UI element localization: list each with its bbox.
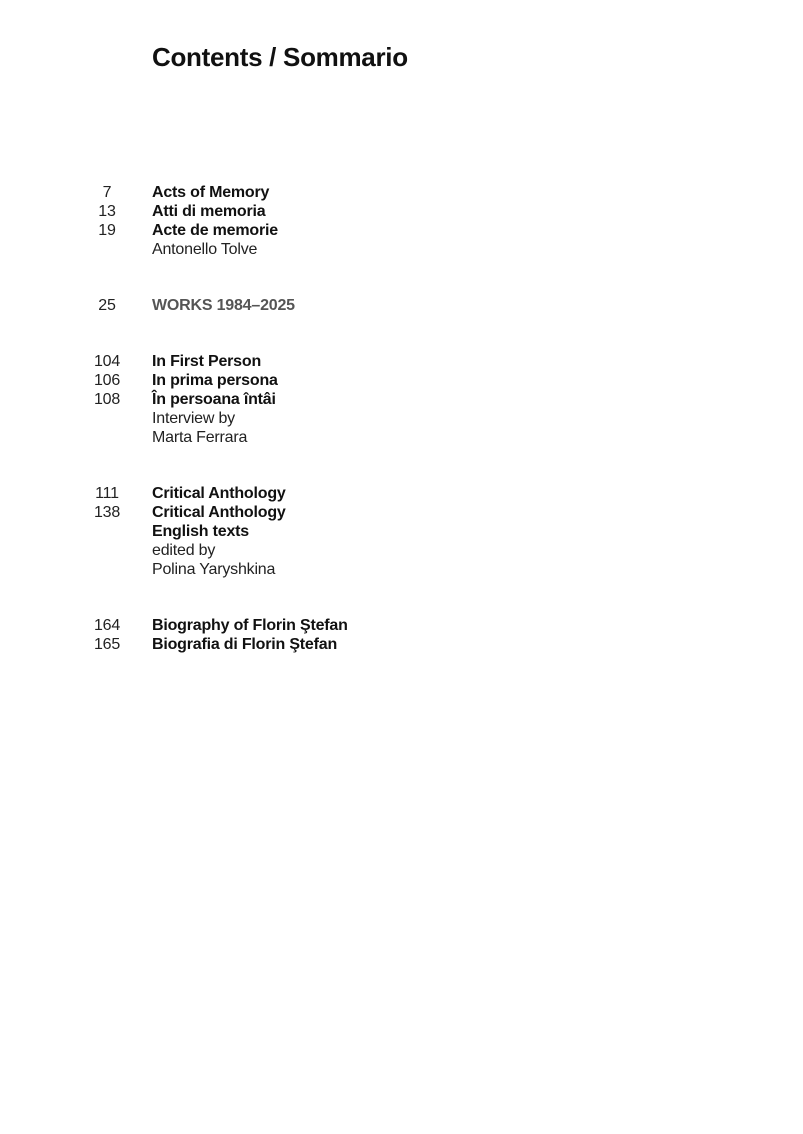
toc-entry-author: Polina Yaryshkina [152,561,276,578]
toc-row-author [0,428,803,447]
page-number: 13 [98,203,116,220]
toc-entry-title: Acts of Memory [152,184,270,201]
toc-row[interactable] [0,221,803,240]
toc-entry-title: Biografia di Florin Ştefan [152,636,338,653]
toc-entry-title: Atti di memoria [152,203,266,220]
toc-row[interactable] [0,616,803,635]
toc-entry-credit: Interview by [152,410,235,427]
toc-entry-author: Antonello Tolve [152,241,258,258]
page-number: 19 [98,222,116,239]
page-number: 25 [98,297,116,314]
toc-section-critical-anthology [0,484,803,579]
toc-entry-credit: edited by [152,542,216,559]
toc-row-credit [0,409,803,428]
toc-entry-title: WORKS 1984–2025 [152,297,295,314]
toc-row[interactable] [0,183,803,202]
toc-entry-title: In First Person [152,353,262,370]
page-title: Contents / Sommario [152,42,408,72]
toc-row[interactable] [0,202,803,221]
toc-row[interactable] [0,635,803,654]
toc-entry-title: Critical Anthology [152,504,286,521]
toc-row-author [0,240,803,259]
toc-row-author [0,560,803,579]
toc-entry-title: Biography of Florin Ştefan [152,617,348,634]
toc-entry-subtitle: English texts [152,523,249,540]
toc-row[interactable] [0,371,803,390]
toc-row-subtitle [0,522,803,541]
toc-row-credit [0,541,803,560]
page-number: 106 [93,372,121,389]
toc-row[interactable] [0,352,803,371]
toc-entry-title: În persoana întâi [152,391,276,408]
toc-entry-title: Critical Anthology [152,485,286,502]
toc-section-acts-of-memory [0,183,803,259]
toc-entry-author: Marta Ferrara [152,429,248,446]
page-number: 104 [93,353,121,370]
toc-entry-title: In prima persona [152,372,278,389]
page-number: 165 [93,636,121,653]
page-number: 138 [93,504,121,521]
toc-section-in-first-person [0,352,803,447]
toc-section-biography [0,616,803,654]
page-number: 164 [93,617,121,634]
toc-section-works [0,296,803,315]
page-number: 7 [102,184,112,201]
toc-entry-title: Acte de memorie [152,222,278,239]
page-number: 111 [95,485,119,502]
toc-row[interactable] [0,390,803,409]
toc-row[interactable] [0,503,803,522]
page-number: 108 [93,391,121,408]
toc-row[interactable] [0,296,803,315]
toc-row[interactable] [0,484,803,503]
